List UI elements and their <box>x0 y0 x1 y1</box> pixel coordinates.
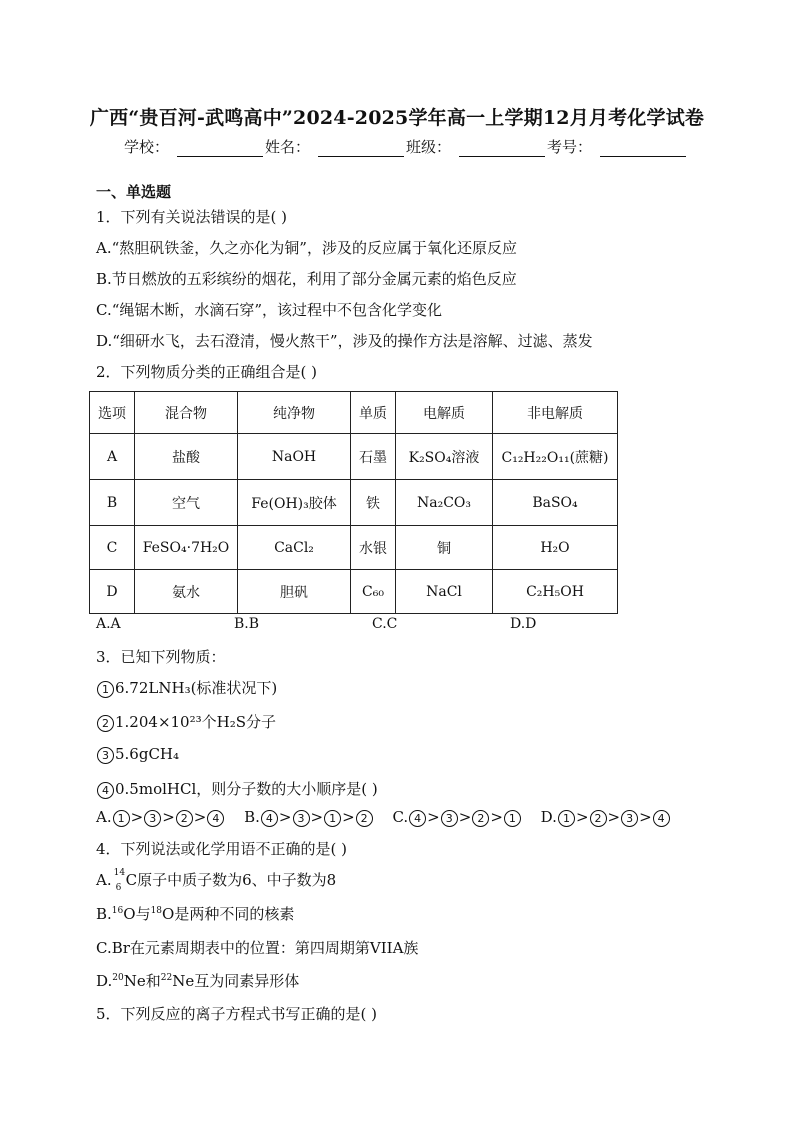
section-heading: 一、单选题 <box>96 183 172 201</box>
q1-stem: 1．下列有关说法错误的是( ) <box>96 208 288 226</box>
q4-option-b <box>96 903 294 924</box>
circled-number: 4 <box>97 782 114 799</box>
name-blank[interactable] <box>318 139 404 157</box>
table-cell: Na₂CO₃ <box>396 480 493 526</box>
atomic-number: 6 <box>115 883 122 893</box>
mass-number: 22 <box>160 973 173 983</box>
q2-option-a: A.A <box>96 616 121 632</box>
table-cell: 石墨 <box>351 434 396 480</box>
table-cell: C₁₂H₂₂O₁₁(蔗糖) <box>493 434 618 480</box>
table-cell: B <box>90 480 135 526</box>
circled-number: 1 <box>324 810 341 827</box>
option-label: B. <box>96 905 112 923</box>
circled-number: 3 <box>144 810 161 827</box>
q3-item-text: 6.72LNH₃(标准状况下) <box>115 679 278 697</box>
connector-text: 与 <box>135 905 151 923</box>
table-row <box>90 434 618 480</box>
nuclide-notation <box>112 868 126 893</box>
q3-item-3 <box>96 745 179 764</box>
table-cell: A <box>90 434 135 480</box>
circled-number: 3 <box>97 747 114 764</box>
table-cell: CaCl₂ <box>238 526 351 570</box>
table-cell: 铁 <box>351 480 396 526</box>
circled-number: 3 <box>441 810 458 827</box>
table-header-cell: 混合物 <box>135 392 238 434</box>
circled-number: 4 <box>409 810 426 827</box>
q3-item-2 <box>96 711 276 732</box>
q3-option-b: B. 4 > 3 > 1 > 2 <box>244 808 378 826</box>
table-row <box>90 526 618 570</box>
student-info-row <box>124 136 688 157</box>
circled-number: 4 <box>207 810 224 827</box>
mass-number: 20 <box>112 973 124 983</box>
table-cell: 空气 <box>135 480 238 526</box>
q3-option-d: D. 1 > 2 > 3 > 4 <box>541 808 671 826</box>
q2-option-b: B.B <box>234 616 260 632</box>
class-blank[interactable] <box>459 139 545 157</box>
element-symbol: Ne <box>123 972 146 990</box>
option-label: D. <box>540 808 557 826</box>
circled-number: 2 <box>472 810 489 827</box>
table-cell: K₂SO₄溶液 <box>396 434 493 480</box>
circled-number: 3 <box>293 810 310 827</box>
table-cell: Fe(OH)₃胶体 <box>238 480 351 526</box>
q2-stem: 2．下列物质分类的正确组合是( ) <box>96 363 318 381</box>
table-cell: 铜 <box>396 526 493 570</box>
option-text: 互为同素异形体 <box>194 972 300 990</box>
table-header-cell: 非电解质 <box>493 392 618 434</box>
circled-number: 2 <box>176 810 193 827</box>
q4-option-a <box>96 868 337 893</box>
element-symbol: C <box>125 871 138 889</box>
q3-item-text: 1.204×10²³个H₂S分子 <box>115 713 276 731</box>
circled-number: 1 <box>97 681 114 698</box>
table-row <box>90 570 618 614</box>
table-cell: D <box>90 570 135 614</box>
q5-stem: 5．下列反应的离子方程式书写正确的是( ) <box>96 1005 378 1023</box>
circled-number: 1 <box>558 810 575 827</box>
q4-option-d <box>96 970 299 991</box>
classification-table <box>89 391 618 614</box>
q3-stem: 3．已知下列物质： <box>96 648 226 666</box>
number-blank[interactable] <box>600 139 686 157</box>
q3-option-c: C. 4 > 3 > 2 > 1 <box>392 808 526 826</box>
table-cell: 氨水 <box>135 570 238 614</box>
table-header-row <box>90 392 618 434</box>
q3-option-a: A. 1 > 3 > 2 > 4 <box>96 808 230 826</box>
q1-option-c: C.“绳锯木断，水滴石穿”，该过程中不包含化学变化 <box>96 301 443 319</box>
school-blank[interactable] <box>177 139 263 157</box>
table-cell: FeSO₄·7H₂O <box>135 526 238 570</box>
element-symbol: Ne <box>172 972 195 990</box>
table-cell: 胆矾 <box>238 570 351 614</box>
school-label: 学校： <box>124 138 170 156</box>
element-symbol: O <box>123 905 136 923</box>
q3-item-1 <box>96 677 277 698</box>
q4-option-c: C.Br在元素周期表中的位置：第四周期第VIIA族 <box>96 939 419 957</box>
table-row <box>90 480 618 526</box>
circled-number: 3 <box>621 810 638 827</box>
q3-item-text: 0.5molHCl，则分子数的大小顺序是( ) <box>115 780 378 798</box>
q2-option-d: D.D <box>510 616 537 632</box>
mass-number: 14 <box>113 868 126 878</box>
table-cell: NaOH <box>238 434 351 480</box>
mass-number: 16 <box>111 906 124 916</box>
circled-number: 4 <box>653 810 670 827</box>
connector-text: 和 <box>145 972 161 990</box>
q1-option-a: A.“熬胆矾铁釜，久之亦化为铜”，涉及的反应属于氧化还原反应 <box>96 239 517 257</box>
q3-item-text: 5.6gCH₄ <box>115 745 180 763</box>
option-label: A. <box>96 871 112 889</box>
element-symbol: O <box>162 905 175 923</box>
option-label: B. <box>244 808 260 826</box>
class-label: 班级： <box>406 138 452 156</box>
table-cell: C <box>90 526 135 570</box>
table-cell: C₂H₅OH <box>493 570 618 614</box>
table-cell: NaCl <box>396 570 493 614</box>
option-text: 是两种不同的核素 <box>174 905 295 923</box>
circled-number: 2 <box>97 715 114 732</box>
circled-number: 2 <box>356 810 373 827</box>
exam-title: 广西“贵百河-武鸣高中”2024-2025学年高一上学期12月月考化学试卷 <box>89 107 705 129</box>
circled-number: 4 <box>261 810 278 827</box>
table-cell: BaSO₄ <box>493 480 618 526</box>
q1-option-b: B.节日燃放的五彩缤纷的烟花，利用了部分金属元素的焰色反应 <box>96 270 517 288</box>
option-label: C. <box>392 808 409 826</box>
table-cell: 水银 <box>351 526 396 570</box>
q3-options <box>96 808 671 827</box>
table-header-cell: 电解质 <box>396 392 493 434</box>
circled-number: 1 <box>504 810 521 827</box>
table-header-cell: 单质 <box>351 392 396 434</box>
circled-number: 1 <box>113 810 130 827</box>
mass-number: 18 <box>150 906 163 916</box>
table-cell: C₆₀ <box>351 570 396 614</box>
table-header-cell: 纯净物 <box>238 392 351 434</box>
table-cell: 盐酸 <box>135 434 238 480</box>
name-label: 姓名： <box>265 138 311 156</box>
option-label: D. <box>96 972 113 990</box>
table-cell: H₂O <box>493 526 618 570</box>
circled-number: 2 <box>590 810 607 827</box>
q2-option-c: C.C <box>372 616 398 632</box>
q1-option-d: D.“细研水飞，去石澄清，慢火熬干”，涉及的操作方法是溶解、过滤、蒸发 <box>96 332 593 350</box>
table-header-cell: 选项 <box>90 392 135 434</box>
option-label: A. <box>96 808 112 826</box>
q4-stem: 4．下列说法或化学用语不正确的是( ) <box>96 840 348 858</box>
number-label: 考号： <box>547 138 593 156</box>
option-text: 原子中质子数为6、中子数为8 <box>137 871 337 889</box>
q3-item-4 <box>96 778 378 799</box>
